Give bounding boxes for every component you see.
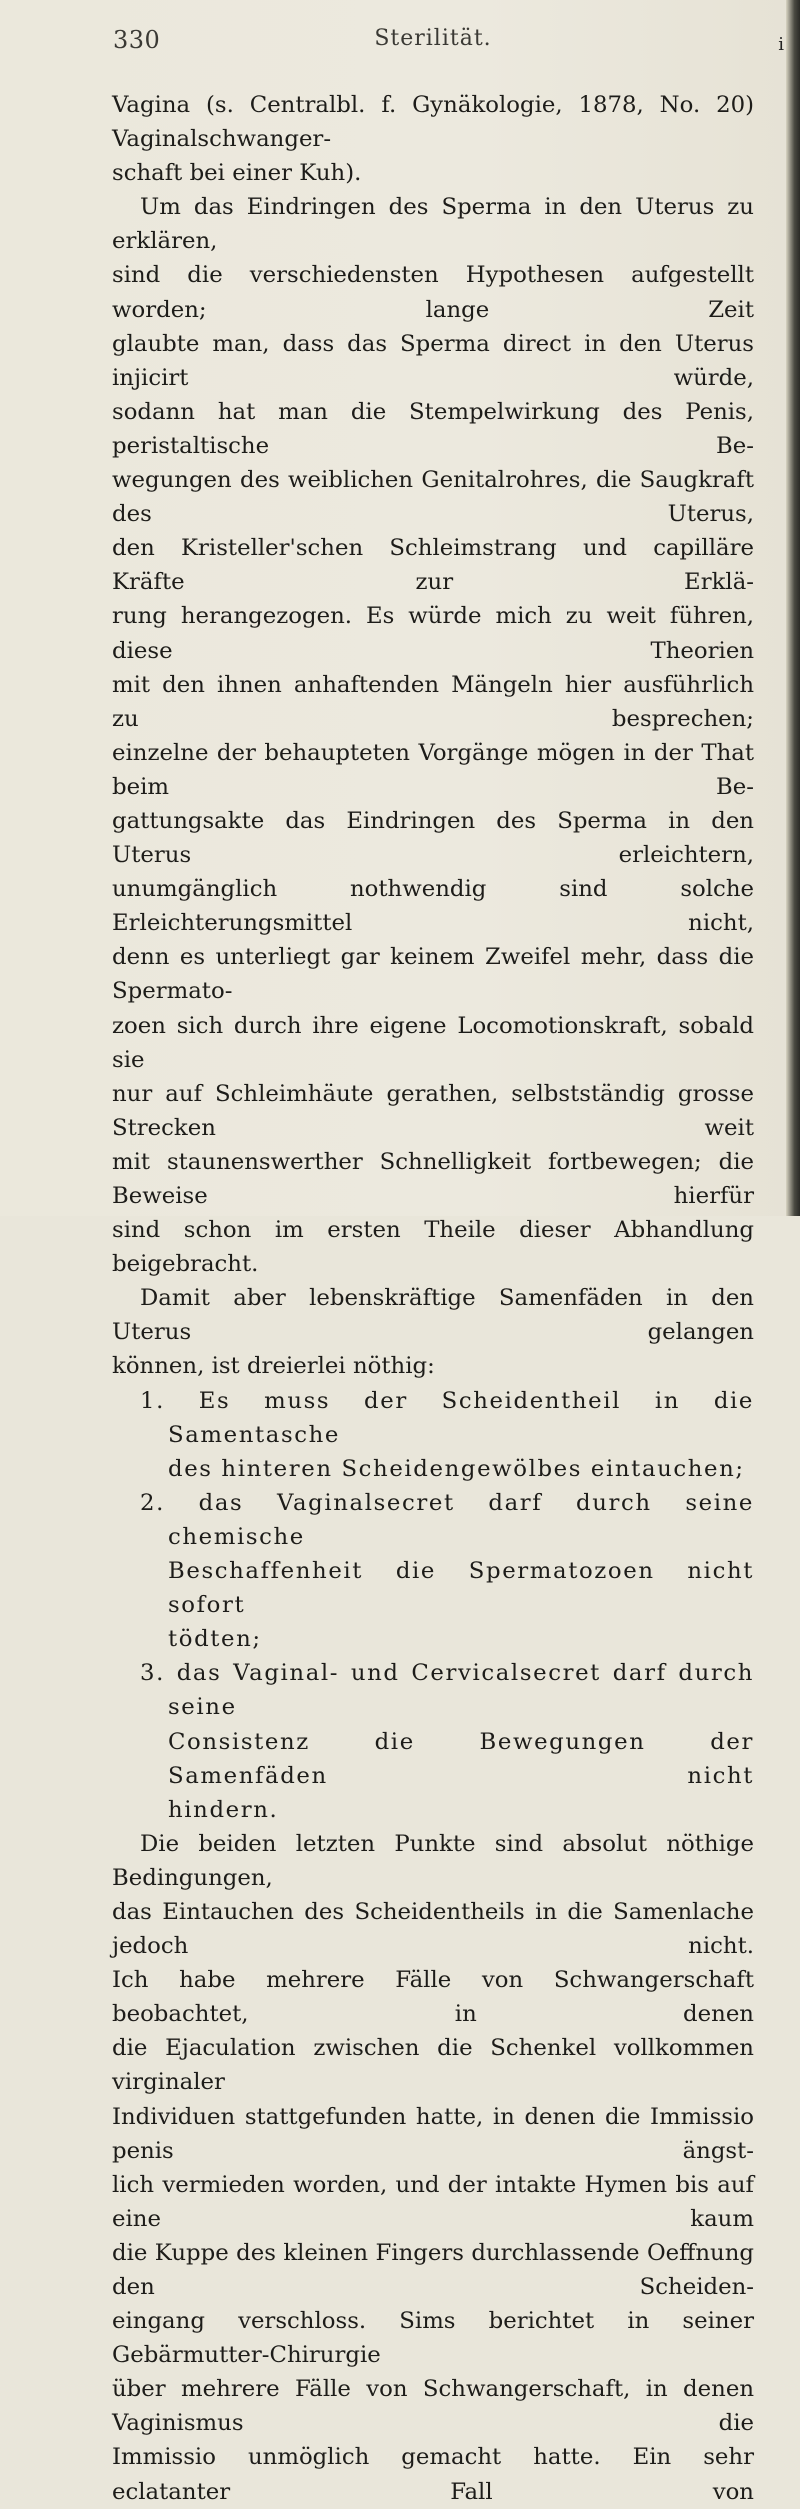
page-number: 330 bbox=[113, 26, 161, 54]
text-line: Immissio unmöglich gemacht hatte. Ein sehr eclatanter Fall von bbox=[112, 2444, 754, 2505]
text-line: Individuen stattgefunden hatte, in denen die Immissio penis ängst- bbox=[112, 2103, 754, 2164]
text-line: mit den ihnen anhaftenden Mängeln hier ausführlich zu besprechen; bbox=[112, 671, 754, 732]
list-item-2-cont: Beschaffenheit die Spermatozoen nicht sofort bbox=[168, 1558, 754, 1619]
list-item-3: 3. das Vaginal- und Cervicalsecret darf durch seine bbox=[140, 1660, 754, 1721]
text-line: Um das Eindringen des Sperma in den Uterus zu erklären, bbox=[112, 194, 754, 255]
text-line: mit staunenswerther Schnelligkeit fortbewegen; die Beweise hierfür bbox=[112, 1148, 754, 1209]
text-line: wegungen des weiblichen Genitalrohres, die Saugkraft des Uterus, bbox=[112, 467, 754, 528]
text-line: einzelne der behaupteten Vorgänge mögen in der That beim Be- bbox=[112, 739, 754, 800]
page-edge-shadow bbox=[786, 0, 800, 1216]
text-line: den Kristeller'schen Schleimstrang und capilläre Kräfte zur Erklä- bbox=[112, 535, 754, 596]
body-text bbox=[112, 88, 754, 2509]
list-item-2: 2. das Vaginalsecret darf durch seine chemische bbox=[140, 1489, 754, 1550]
text-line: Die beiden letzten Punkte sind absolut nöthige Bedingungen, bbox=[112, 1830, 754, 1891]
running-title: Sterilität. bbox=[374, 26, 492, 51]
list-item-2-cont: tödten; bbox=[168, 1626, 262, 1653]
page-header bbox=[113, 26, 753, 66]
text-line: sodann hat man die Stempelwirkung des Penis, peristaltische Be- bbox=[112, 398, 754, 459]
text-line: denn es unterliegt gar keinem Zweifel mehr, dass die Spermato- bbox=[112, 944, 754, 1005]
list-item-3-cont: Consistenz die Bewegungen der Samenfäden nicht bbox=[168, 1728, 754, 1789]
stray-mark: i bbox=[778, 34, 784, 55]
list-item-1-cont: des hinteren Scheidengewölbes eintauchen; bbox=[168, 1455, 745, 1482]
text-line: gattungsakte das Eindringen des Sperma in den Uterus erleichtern, bbox=[112, 807, 754, 869]
text-line: schaft bei einer Kuh). bbox=[112, 160, 362, 187]
text-line: eingang verschloss. Sims berichtet in seiner Gebärmutter-Chirurgie bbox=[112, 2308, 754, 2369]
text-line: Ich habe mehrere Fälle von Schwangerschaft beobachtet, in denen bbox=[112, 1967, 754, 2028]
text-line: lich vermieden worden, und der intakte Hymen bis auf eine kaum bbox=[112, 2171, 754, 2232]
list-item-1: 1. Es muss der Scheidentheil in die Samentasche bbox=[140, 1387, 754, 1448]
text-line: Damit aber lebenskräftige Samenfäden in den Uterus gelangen bbox=[112, 1285, 754, 1346]
list-item-3-cont: hindern. bbox=[168, 1796, 279, 1823]
text-line: glaubte man, dass das Sperma direct in den Uterus injicirt würde, bbox=[112, 330, 754, 391]
text-line: über mehrere Fälle von Schwangerschaft, in denen Vaginismus die bbox=[112, 2376, 754, 2437]
text-line: die Ejaculation zwischen die Schenkel vollkommen virginaler bbox=[112, 2035, 754, 2096]
text-line: Vagina (s. Centralbl. f. Gynäkologie, 1878, No. 20) Vaginalschwanger- bbox=[112, 92, 754, 153]
text-line: das Eintauchen des Scheidentheils in die Samenlache jedoch nicht. bbox=[112, 1898, 754, 1960]
text-line: rung herangezogen. Es würde mich zu weit führen, diese Theorien bbox=[112, 603, 754, 664]
text-line: zoen sich durch ihre eigene Locomotionskraft, sobald sie bbox=[112, 1012, 754, 1073]
text-line: sind die verschiedensten Hypothesen aufgestellt worden; lange Zeit bbox=[112, 262, 754, 323]
text-line: können, ist dreierlei nöthig: bbox=[112, 1353, 435, 1380]
text-line: nur auf Schleimhäute gerathen, selbstständig grosse Strecken weit bbox=[112, 1080, 754, 1141]
text-line: unumgänglich nothwendig sind solche Erleichterungsmittel nicht, bbox=[112, 876, 754, 937]
text-line: sind schon im ersten Theile dieser Abhandlung beigebracht. bbox=[112, 1217, 754, 1278]
text-line: die Kuppe des kleinen Fingers durchlassende Oeffnung den Scheiden- bbox=[112, 2239, 754, 2300]
